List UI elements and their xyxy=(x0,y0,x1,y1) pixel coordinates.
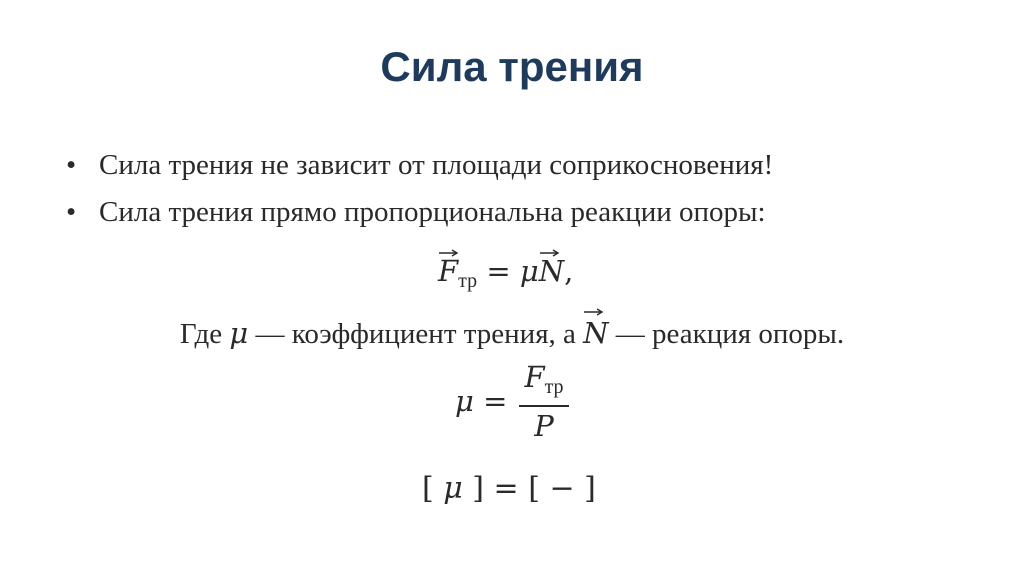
bullet-marker: • xyxy=(66,149,77,181)
bullet-item xyxy=(66,195,766,230)
bullet-text: Сила трения прямо пропорциональна реакции опоры: xyxy=(99,196,766,228)
fraction-numerator: $F_{тр}$ xyxy=(524,360,564,398)
definition-line: Где μ — коэффициент трения, а N — реакция опоры. xyxy=(0,316,1024,352)
slide-title: Сила трения xyxy=(380,43,644,90)
comma: , xyxy=(564,254,574,288)
mu-symbol: μ xyxy=(229,316,249,350)
vector-arrow-icon xyxy=(439,249,459,257)
vector-arrow-icon xyxy=(540,249,560,257)
vector-N: N xyxy=(539,257,564,286)
subscript-tr: тр xyxy=(458,270,478,292)
fraction-denominator: P xyxy=(534,409,554,443)
mu-symbol: μ xyxy=(519,254,539,288)
fraction xyxy=(519,362,569,441)
fraction-bar xyxy=(519,405,569,407)
equals-sign: = xyxy=(484,471,529,506)
bullet-marker: • xyxy=(66,196,77,228)
formula-lhs: μ = xyxy=(455,384,508,418)
units-formula: [ μ ] = [ − ] xyxy=(422,471,596,506)
friction-force-formula xyxy=(438,254,574,292)
bullet-text: Сила трения не зависит от площади соприкосновения! xyxy=(99,149,774,181)
equals-sign: = xyxy=(477,254,520,288)
vector-arrow-icon xyxy=(584,308,604,316)
vector-N: N xyxy=(583,316,608,351)
dimensionless-unit: [ − ] xyxy=(528,471,596,506)
bullet-item xyxy=(66,148,773,183)
vector-F: F xyxy=(438,257,458,286)
mu-symbol: μ xyxy=(443,471,463,506)
